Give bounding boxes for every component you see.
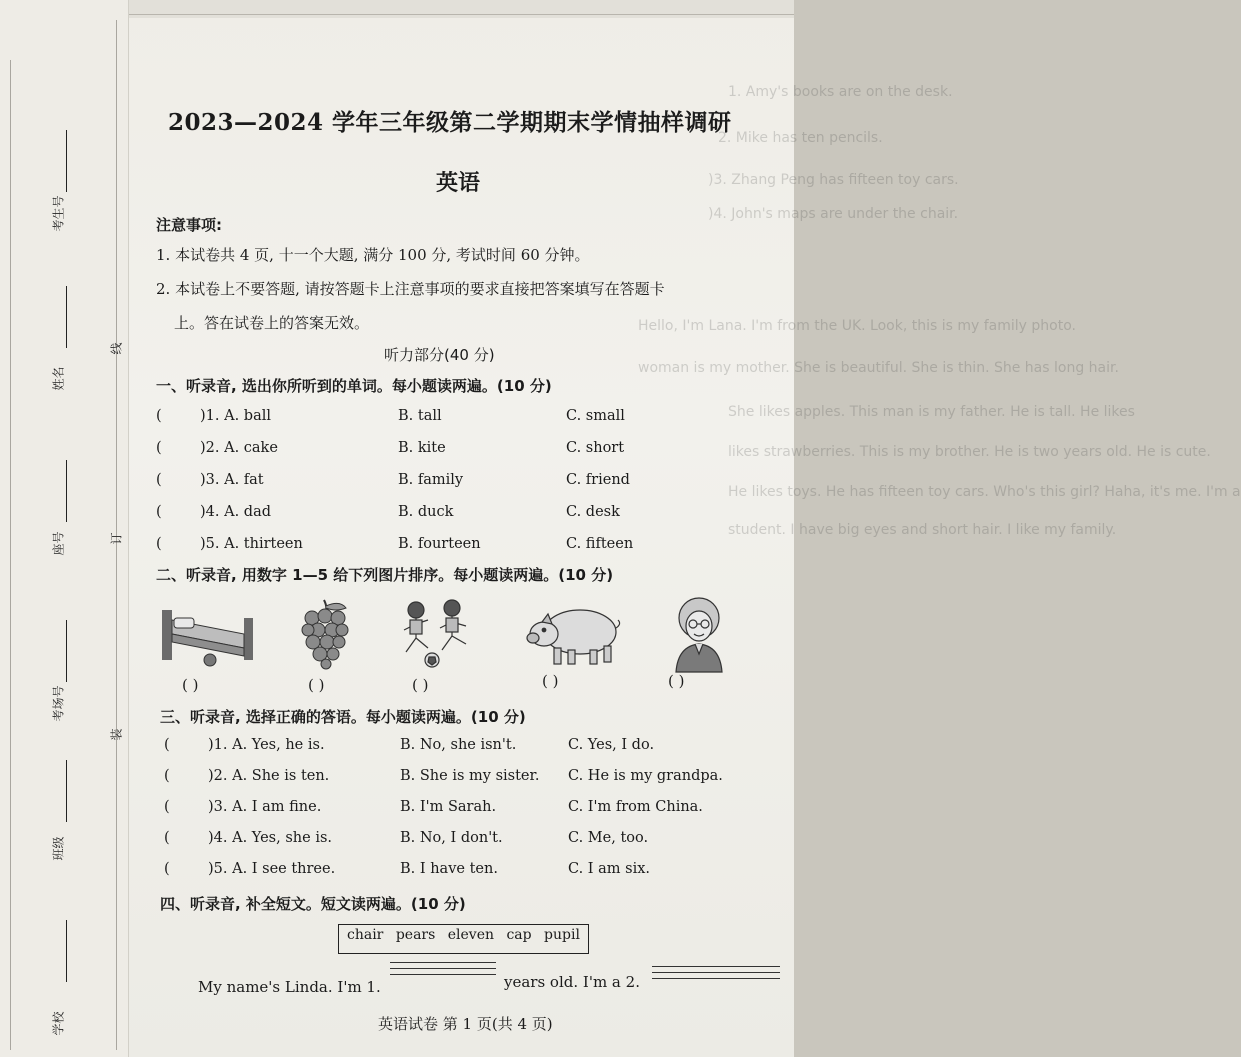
part1-row [156, 408, 776, 432]
option-c: C. short [566, 440, 625, 456]
option-a: )2. A. cake [200, 440, 278, 456]
option-c: C. friend [566, 472, 630, 488]
notice-item-2-cont: 上。答在试卷上的答案无效。 [174, 314, 370, 332]
picture-answer-1: ( ) [182, 676, 199, 694]
option-c: C. fifteen [566, 536, 634, 552]
answer-paren: ( [156, 472, 162, 488]
answer-paren: ( [156, 408, 162, 424]
page-footer: 英语试卷 第 1 页(共 4 页) [378, 1015, 553, 1033]
subject-title: 英语 [436, 171, 481, 196]
option-a: )1. A. ball [200, 408, 271, 424]
class-label: 班级 [51, 836, 66, 861]
bed-picture [160, 604, 256, 668]
option-a: )4. A. dad [200, 504, 271, 520]
part1-row [156, 440, 776, 464]
option-b: B. I'm Sarah. [400, 799, 497, 815]
part4-heading: 四、听录音, 补全短文。短文读两遍。(10 分) [160, 895, 466, 913]
notice-heading: 注意事项: [156, 216, 222, 234]
grapes-picture [298, 598, 352, 670]
option-b: B. No, I don't. [400, 830, 503, 846]
part3-row [164, 768, 784, 792]
option-c: C. desk [566, 504, 620, 520]
option-c: C. I'm from China. [568, 799, 703, 815]
class-field-line [66, 760, 67, 822]
listening-heading: 听力部分(40 分) [384, 346, 495, 364]
pig-picture [524, 600, 622, 670]
picture-answer-3: ( ) [412, 676, 429, 694]
binding-seal-char: 装 [109, 728, 124, 741]
show-through-8: likes strawberries. This is my brother. He is two years old. He is cute. [728, 444, 1211, 460]
option-c: C. Yes, I do. [568, 737, 655, 753]
show-through-2: 2. Mike has ten pencils. [718, 130, 883, 146]
part1-row [156, 536, 776, 560]
answer-paren: ( [156, 536, 162, 552]
name-label: 姓名 [51, 366, 66, 391]
seat-label: 座号 [51, 531, 66, 556]
exam-title: 2023—2024 学年三年级第二学期期末学情抽样调研 [168, 109, 732, 136]
part3-row [164, 861, 784, 885]
option-b: B. I have ten. [400, 861, 498, 877]
room-label: 考场号 [51, 685, 66, 722]
show-through-1: 1. Amy's books are on the desk. [728, 84, 953, 100]
option-b: B. kite [398, 440, 446, 456]
option-a: )4. A. Yes, she is. [208, 830, 333, 846]
part3-row [164, 830, 784, 854]
school-field-line [66, 920, 67, 982]
answer-paren: ( [156, 504, 162, 520]
picture-answer-4: ( ) [542, 672, 559, 690]
option-a: )5. A. thirteen [200, 536, 303, 552]
binding-bind-char: 订 [109, 532, 124, 545]
option-b: B. She is my sister. [400, 768, 540, 784]
option-a: )1. A. Yes, he is. [208, 737, 325, 753]
binding-line-char: 线 [109, 342, 124, 355]
notice-item-2: 2. 本试卷上不要答题, 请按答题卡上注意事项的要求直接把答案填写在答题卡 [156, 280, 665, 298]
option-b: B. No, she isn't. [400, 737, 517, 753]
room-field-line [66, 620, 67, 682]
option-a: )3. A. fat [200, 472, 264, 488]
option-a: )5. A. I see three. [208, 861, 336, 877]
part1-heading: 一、听录音, 选出你所听到的单词。每小题读两遍。(10 分) [156, 377, 552, 395]
seat-field-line [66, 460, 67, 522]
option-c: C. small [566, 408, 625, 424]
show-through-7: She likes apples. This man is my father. He is tall. He likes [728, 404, 1135, 420]
passage-mid: years old. I'm a 2. [504, 973, 640, 991]
grandma-picture [670, 596, 728, 672]
picture-answer-2: ( ) [308, 676, 325, 694]
boys-playing-football-picture [396, 598, 480, 670]
name-field-line [66, 286, 67, 348]
answer-paren: ( [164, 861, 170, 877]
answer-paren: ( [156, 440, 162, 456]
show-through-4: )4. John's maps are under the chair. [708, 206, 959, 222]
picture-answer-5: ( ) [668, 672, 685, 690]
option-b: B. fourteen [398, 536, 481, 552]
part3-row [164, 799, 784, 823]
part1-row [156, 504, 776, 528]
answer-paren: ( [164, 768, 170, 784]
word-bank: chair pears eleven cap pupil [338, 924, 589, 954]
exam-id-field-line [66, 130, 67, 192]
show-through-5: Hello, I'm Lana. I'm from the UK. Look, this is my family photo. [638, 318, 1076, 334]
strip-border-left [10, 60, 11, 1050]
option-a: )3. A. I am fine. [208, 799, 322, 815]
part2-heading: 二、听录音, 用数字 1—5 给下列图片排序。每小题读两遍。(10 分) [156, 566, 614, 584]
option-c: C. He is my grandpa. [568, 768, 723, 784]
school-label: 学校 [51, 1011, 66, 1036]
option-c: C. I am six. [568, 861, 651, 877]
show-through-10: student. I have big eyes and short hair. I like my family. [728, 522, 1117, 538]
passage-start: My name's Linda. I'm 1. [198, 978, 381, 996]
option-b: B. family [398, 472, 464, 488]
option-b: B. duck [398, 504, 454, 520]
show-through-9: He likes toys. He has fifteen toy cars. Who's this girl? Haha, it's me. I'm a [728, 484, 1241, 500]
part3-heading: 三、听录音, 选择正确的答语。每小题读两遍。(10 分) [160, 708, 526, 726]
answer-paren: ( [164, 737, 170, 753]
exam-content [128, 0, 1241, 1057]
option-c: C. Me, too. [568, 830, 649, 846]
part1-row [156, 472, 776, 496]
show-through-6: woman is my mother. She is beautiful. She is thin. She has long hair. [638, 360, 1119, 376]
blank-2 [652, 966, 780, 984]
part3-row [164, 737, 784, 761]
blank-1 [390, 962, 496, 980]
exam-id-label: 考生号 [51, 195, 66, 232]
option-b: B. tall [398, 408, 442, 424]
option-a: )2. A. She is ten. [208, 768, 330, 784]
answer-paren: ( [164, 799, 170, 815]
binding-strip [0, 0, 129, 1057]
answer-paren: ( [164, 830, 170, 846]
notice-item-1: 1. 本试卷共 4 页, 十一个大题, 满分 100 分, 考试时间 60 分钟。 [156, 246, 590, 264]
show-through-3: )3. Zhang Peng has fifteen toy cars. [708, 172, 959, 188]
